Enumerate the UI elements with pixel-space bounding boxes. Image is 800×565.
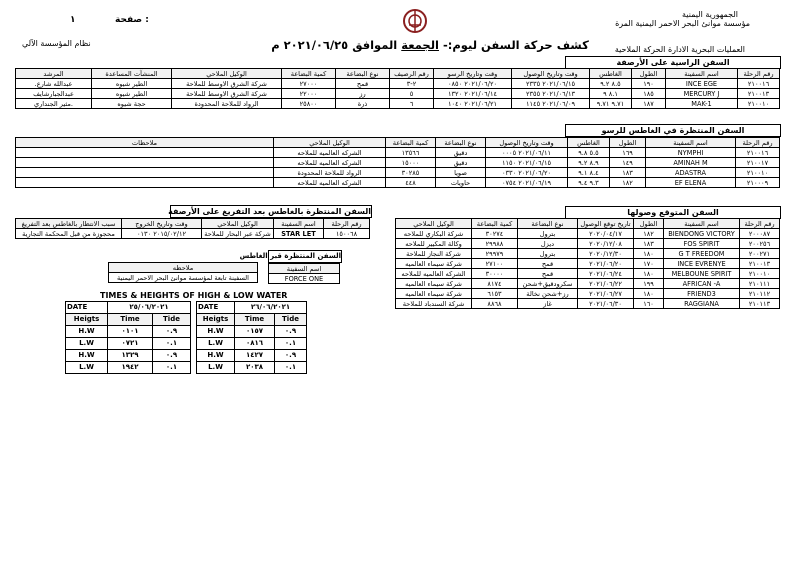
cell: ٨.٥ ٩.٢ xyxy=(590,79,632,89)
cell: NYMPHI xyxy=(646,148,736,158)
cell: BIENDONG VICTORY xyxy=(664,229,740,239)
expected-section-title: السفن المتوقع وصولها xyxy=(565,206,781,219)
republic-label: الجمهورية اليمنية xyxy=(681,10,738,19)
cell: شركة النجاز للملاحة xyxy=(396,249,472,259)
anchorage-table xyxy=(15,137,780,188)
cell: ٩.٣ ٩.٤ xyxy=(568,178,610,188)
anchorage-header-row xyxy=(16,138,780,148)
cell: ١٤٢٧ xyxy=(235,350,275,362)
col-time: Time xyxy=(235,314,275,326)
cell: ١٧٠ xyxy=(634,259,664,269)
col-tide: Tide xyxy=(153,314,191,326)
cell: الطير شيوه xyxy=(92,89,172,99)
cell: ٢٠٢١/٠٦/٢١ ١٠٤٠ xyxy=(434,99,512,109)
cell: ٢٧١٠٠ xyxy=(472,259,518,269)
anchored-header-row xyxy=(16,69,780,79)
cell: ١٨٢ xyxy=(634,229,664,239)
cell: ٢١٠٠١٧ xyxy=(736,158,780,168)
cell: ١٨٠ xyxy=(634,249,664,259)
cell: ١٦٩ xyxy=(610,148,646,158)
corporation-label: مؤسسة موانئ البحر الاحمر اليمنية المرة xyxy=(615,19,750,28)
cell: L.W xyxy=(66,362,108,374)
table-row xyxy=(396,249,780,259)
tides-right-date-row xyxy=(197,302,307,314)
tide-date: ٢٦/٠٦/٢٠٢١ xyxy=(235,302,307,314)
title-day: الجمعة xyxy=(401,38,439,52)
table-row xyxy=(396,259,780,269)
waiting-unloading-table xyxy=(15,218,370,239)
cell: بترول xyxy=(518,249,578,259)
cell: ٢١٠١١١ xyxy=(740,279,780,289)
table-row xyxy=(66,362,191,374)
col-berthing: وقت وتاريخ الرسو xyxy=(434,69,512,79)
cell: ٢٢٠٠٠ xyxy=(282,89,336,99)
cell: ٢١٠٠١٠ xyxy=(736,168,780,178)
col-expected-arrival: تاريخ توقع الوصول xyxy=(578,219,634,229)
cell: دقيق xyxy=(436,148,486,158)
anchored-table xyxy=(15,68,780,109)
cell: ١٩٩ xyxy=(634,279,664,289)
cell: ١٨٢ xyxy=(610,178,646,188)
cell: ٨١٧٤ xyxy=(472,279,518,289)
col-cargo-qty: كمية البضاعة xyxy=(386,138,436,148)
cell: ٠.١ xyxy=(153,338,191,350)
cell: ٢٠٢١/٠٦/٢٠ ٠٨٥٠ xyxy=(434,79,512,89)
department-label: العمليات البحرية الادارة الحركة الملاحية xyxy=(614,45,745,54)
cell: الشركه العالميه للملاحه xyxy=(274,158,386,168)
emblem-logo xyxy=(402,8,428,34)
cell: ٨٨٦٨ xyxy=(472,299,518,309)
waiting-small-table xyxy=(268,263,340,284)
cell: ١٩٠ xyxy=(632,79,666,89)
waiting-small-section-title: السفن المنتظرة قبر الغاطس xyxy=(268,250,342,263)
table-row xyxy=(197,350,307,362)
cell: ٣٠٢٧٤ xyxy=(472,229,518,239)
cell: قمح xyxy=(336,79,390,89)
table-row xyxy=(197,362,307,374)
cell: رز xyxy=(336,89,390,99)
cell: ٢٠٠٠٨٧ xyxy=(740,229,780,239)
cell: ٨.٩ ٩.٢ xyxy=(568,158,610,168)
cell: ٢١٠٠١٦ xyxy=(738,79,780,89)
col-draft: الغاطس xyxy=(568,138,610,148)
cell: .مثير الجنداري xyxy=(16,99,92,109)
title-text: كشف حركة السفن ليوم:- xyxy=(443,38,589,52)
cell: L.W xyxy=(197,362,235,374)
table-row xyxy=(66,350,191,362)
cell: EF ELENA xyxy=(646,178,736,188)
cell: AFRICAN -A xyxy=(664,279,740,289)
cell: L.W xyxy=(66,338,108,350)
cell: FRIEND3 xyxy=(664,289,740,299)
cell xyxy=(16,178,274,188)
cell: FOS SPIRIT xyxy=(664,239,740,249)
cell: ١٤٩ xyxy=(610,158,646,168)
cell: محجوزة من قبل المحكمة التجارية xyxy=(16,229,122,239)
tides-left-table xyxy=(65,301,191,374)
cell: ٢٠٢٠/١٢/٣٠ xyxy=(578,249,634,259)
notes-row xyxy=(109,273,258,283)
cell: ٢٠٢١/٠٦/١٥ ٢٣٣٥ xyxy=(512,79,590,89)
cell: ١٣٢٩ xyxy=(108,350,153,362)
cell: ٠٧٢١ xyxy=(108,338,153,350)
cell: ٣٠٠٠٠ xyxy=(472,269,518,279)
cell: MELBOUNE SPIRIT xyxy=(664,269,740,279)
notes-title-row xyxy=(109,263,258,273)
cell: ٦ xyxy=(390,99,434,109)
col-agent: الوكيل الملاحي xyxy=(202,219,274,229)
col-berth-no: رقم الرصيف xyxy=(390,69,434,79)
cell: ٢٧٠٠٠ xyxy=(282,79,336,89)
tides-right-table xyxy=(196,301,307,374)
col-arrival: وقت وتاريخ الوصول xyxy=(512,69,590,79)
col-voyage: رقم الرحلة xyxy=(324,219,370,229)
tides-left-header-row xyxy=(66,314,191,326)
cell: ٠٨١٦ xyxy=(235,338,275,350)
cell: قمح xyxy=(518,259,578,269)
cell: شركة سيماء العالميه xyxy=(396,289,472,299)
tides-title: TIMES & HEIGHTS OF HIGH & LOW WATER xyxy=(100,291,288,300)
cell: AMINAH M xyxy=(646,158,736,168)
cell: ١٨٠ xyxy=(634,289,664,299)
col-facilities: المنشآت المساعدة xyxy=(92,69,172,79)
table-row xyxy=(197,338,307,350)
cell: شركة الشرق الاوسط للملاحة xyxy=(172,79,282,89)
col-length: الطول xyxy=(610,138,646,148)
cell: ١٨٣ xyxy=(610,168,646,178)
col-agent: الوكيل الملاحي xyxy=(396,219,472,229)
cell: ١٣٥٦٦ xyxy=(386,148,436,158)
cell: ٢٠٢١/٠٦/١٥ ١١٥٠ xyxy=(486,158,568,168)
cell: ١٦٠ xyxy=(634,299,664,309)
cell: H.W xyxy=(197,350,235,362)
table-row xyxy=(396,239,780,249)
tides-left-date-row xyxy=(66,302,191,314)
page-title xyxy=(270,38,590,52)
cell: ٢١٠٠٠٩ xyxy=(736,178,780,188)
cell: ٢٠٢١/٠٦/٢٢ xyxy=(578,279,634,289)
table-row xyxy=(396,279,780,289)
col-cargo-qty: كمية البضاعة xyxy=(472,219,518,229)
cell: الشركه العالميه للملاحه xyxy=(396,269,472,279)
cell: ٢٠٢١/٠٦/٢٠ xyxy=(578,259,634,269)
notes-text: السفينة تابعة لمؤسسة موانئ البحر الاحمر اليمنية xyxy=(109,273,258,283)
cell: حاويات xyxy=(436,178,486,188)
cell: ٢٠٢١/٠٦/٣٠ xyxy=(578,299,634,309)
cell: ٢٠٢١/٠٦/٢٧ xyxy=(578,289,634,299)
cell: ٩.٧١ ٩.٧١ xyxy=(590,99,632,109)
table-row xyxy=(66,338,191,350)
cell: شركة البكاري للملاحه xyxy=(396,229,472,239)
col-pilot: المرشد xyxy=(16,69,92,79)
cell: ١٥٠٠٦٨ xyxy=(324,229,370,239)
cell: ADASTRA xyxy=(646,168,736,178)
cell: حجة شيوه xyxy=(92,99,172,109)
date-label: DATE xyxy=(66,302,108,314)
cell: ٠.٩ xyxy=(153,350,191,362)
cell: FORCE ONE xyxy=(269,274,340,284)
cell: H.W xyxy=(66,350,108,362)
cell: الرواد للملاحة المحدودة xyxy=(172,99,282,109)
col-voyage: رقم الرحلة xyxy=(736,138,780,148)
cell: ١٨٧ xyxy=(632,99,666,109)
col-departure: وقت وتاريخ الخروج xyxy=(122,219,202,229)
cell: ٢٠٠٢٥٦ xyxy=(740,239,780,249)
col-ship-name: اسم السفينة xyxy=(269,264,340,274)
cell: ٢٠٠٢٧١ xyxy=(740,249,780,259)
cell: ٢-٣ xyxy=(390,79,434,89)
col-cargo-type: نوع البضاعة xyxy=(518,219,578,229)
cell: ٢٩٩٧٩ xyxy=(472,249,518,259)
cell: ٠١٥٧ xyxy=(235,326,275,338)
table-row xyxy=(16,229,370,239)
cell: L.W xyxy=(197,338,235,350)
col-voyage: رقم الرحلة xyxy=(740,219,780,229)
table-row xyxy=(16,168,780,178)
cell: ٢٠٢١/٠٦/١١ ٠٠٠٥ xyxy=(486,148,568,158)
col-notes: ملاحظات xyxy=(16,138,274,148)
cell: ٢٠٢١/٠٦/٠٩ ١١٤٥ xyxy=(512,99,590,109)
page-label: صفحة : xyxy=(115,15,149,25)
tide-date: ٢٥/٠٦/٢٠٢١ xyxy=(108,302,191,314)
cell: H.W xyxy=(66,326,108,338)
cell: ٢٩٩٨٨ xyxy=(472,239,518,249)
cell xyxy=(16,158,274,168)
col-length: الطول xyxy=(634,219,664,229)
cell: ٠١٠١ xyxy=(108,326,153,338)
col-agent: الوكيل الملاحي xyxy=(274,138,386,148)
col-wait-reason: سبب الانتظار بالغاطس بعد التفريغ xyxy=(16,219,122,229)
table-row xyxy=(396,299,780,309)
cell: ٠.٩ xyxy=(275,326,307,338)
cell: صويا xyxy=(436,168,486,178)
col-cargo-type: نوع البضاعة xyxy=(436,138,486,148)
col-ship-name: اسم السفينة xyxy=(664,219,740,229)
cell: ٢١٠٠١٠ xyxy=(738,99,780,109)
col-draft: الغاطس xyxy=(590,69,632,79)
table-row xyxy=(16,178,780,188)
cell: ٠.٩ xyxy=(153,326,191,338)
cell: عبدالجبارشايف xyxy=(16,89,92,99)
table-row xyxy=(16,148,780,158)
expected-table xyxy=(395,218,780,309)
cell: INCE EGE xyxy=(666,79,738,89)
cell: سكرودقيق+شحن xyxy=(518,279,578,289)
cell: ٣٠٢٨٥ xyxy=(386,168,436,178)
cell: الرواد للملاحة المحدودة xyxy=(274,168,386,178)
table-row xyxy=(269,274,340,284)
cell: ٢١٠١١٢ xyxy=(740,289,780,299)
cell: ٤٤٨ xyxy=(386,178,436,188)
cell: H.W xyxy=(197,326,235,338)
date-label: DATE xyxy=(197,302,235,314)
notes-table xyxy=(108,262,258,283)
cell: الشركه العالميه للملاحه xyxy=(274,178,386,188)
cell: INCE EVRENYE xyxy=(664,259,740,269)
cell: ٢٠٢١/٠٦/٢٤ xyxy=(578,269,634,279)
cell: شركة السندباد للملاحة xyxy=(396,299,472,309)
cell: ١٨٥ xyxy=(632,89,666,99)
cell: ٨.١ ٩ xyxy=(590,89,632,99)
col-agent: الوكيل الملاحي xyxy=(172,69,282,79)
cell: شركة سيماء العالميه xyxy=(396,279,472,289)
cell: دقيق xyxy=(436,158,486,168)
table-row xyxy=(16,99,780,109)
table-row xyxy=(197,326,307,338)
cell: ١٩٤٢ xyxy=(108,362,153,374)
cell: ٢٠٣٨ xyxy=(235,362,275,374)
col-time: Time xyxy=(108,314,153,326)
cell: ٢٠٢٠/٠٤/١٧ xyxy=(578,229,634,239)
cell: رز+شحن نخالة xyxy=(518,289,578,299)
cell: شركة سيماء العالميه xyxy=(396,259,472,269)
expected-header-row xyxy=(396,219,780,229)
col-length: الطول xyxy=(632,69,666,79)
cell: ٠.٩ xyxy=(275,350,307,362)
anchorage-section-title: السفن المنتظرة في الغاطس للرسو xyxy=(565,124,781,137)
col-ship-name: اسم السفينة xyxy=(646,138,736,148)
notes-title: ملاحظه xyxy=(109,263,258,273)
table-row xyxy=(16,158,780,168)
cell: ٢٠٢١/٠٦/١٤ ١٣٢٠ xyxy=(434,89,512,99)
cell: ٢١٠١١٣ xyxy=(740,299,780,309)
table-row xyxy=(396,229,780,239)
cell: G T FREEDOM xyxy=(664,249,740,259)
col-cargo-type: نوع البضاعة xyxy=(336,69,390,79)
cell: ذرة xyxy=(336,99,390,109)
cell: ٢٠٢١/٠٦/١٣ ٢٣٥٥ xyxy=(512,89,590,99)
cell: ٢٠٢٠/١٢/٠٨ xyxy=(578,239,634,249)
cell: ديزل xyxy=(518,239,578,249)
col-ship-name: اسم السفينة xyxy=(274,219,324,229)
anchored-section-title: السفن الراسية على الأرصفة xyxy=(565,56,781,69)
title-agreed: الموافق xyxy=(352,38,398,52)
waiting-small-header-row xyxy=(269,264,340,274)
cell: MAK-1 xyxy=(666,99,738,109)
cell: شركة الشرق الاوسط للملاحة xyxy=(172,89,282,99)
col-tide: Tide xyxy=(275,314,307,326)
cell: ٢١٠٠١٣ xyxy=(738,89,780,99)
cell: ١٥٠٠٠ xyxy=(386,158,436,168)
cell: عبدالله شارع. xyxy=(16,79,92,89)
waiting-unloading-header-row xyxy=(16,219,370,229)
tides-right-header-row xyxy=(197,314,307,326)
cell xyxy=(16,168,274,178)
col-ship-name: اسم السفينة xyxy=(666,69,738,79)
cell: STAR LET xyxy=(274,229,324,239)
cell: وكالة المكيير للملاحه xyxy=(396,239,472,249)
cell: بترول xyxy=(518,229,578,239)
table-row xyxy=(16,79,780,89)
cell: ٦١٥٣ xyxy=(472,289,518,299)
cell: ٢١٠٠١٠ xyxy=(740,269,780,279)
cell: ٢٥٨٠٠ xyxy=(282,99,336,109)
cell: RAGGIANA xyxy=(664,299,740,309)
cell: ٠.١ xyxy=(275,362,307,374)
cell: ١٨٠ xyxy=(634,269,664,279)
cell: الطير شيوه xyxy=(92,79,172,89)
cell xyxy=(16,148,274,158)
cell: شركة عبر البحار للملاحة xyxy=(202,229,274,239)
table-row xyxy=(396,269,780,279)
cell: ٢١٠٠١٦ xyxy=(736,148,780,158)
title-date: ٢٠٢١/٠٦/٢٥ م xyxy=(271,38,349,52)
cell: MERCURY J xyxy=(666,89,738,99)
cell: غاز xyxy=(518,299,578,309)
col-voyage: رقم الرحلة xyxy=(738,69,780,79)
table-row xyxy=(396,289,780,299)
table-row xyxy=(16,89,780,99)
cell: ٢١٠٠١٣ xyxy=(740,259,780,269)
cell: ٠.١ xyxy=(153,362,191,374)
cell: ٠.١ xyxy=(275,338,307,350)
page-number: ١ xyxy=(70,15,76,25)
col-heights: Heigts xyxy=(197,314,235,326)
cell: ٢٠٢١/٠٦/١٩ ٠٧٥٤ xyxy=(486,178,568,188)
cell: قمح xyxy=(518,269,578,279)
cell: ١٨٣ xyxy=(634,239,664,249)
system-label: نظام المؤسسة الآلي xyxy=(22,39,91,48)
col-heights: Heigts xyxy=(66,314,108,326)
cell: الشركه العالميه للملاحه xyxy=(274,148,386,158)
cell: ٥ xyxy=(390,89,434,99)
waiting-unloading-section-title: السفن المنتظرة بالغاطس بعد التفريغ على الأرصفة xyxy=(168,207,371,216)
col-arrival: وقت وتاريخ الوصول xyxy=(486,138,568,148)
cell: ٢٠١٥/٠٢/١٢ ٠١٣٠ xyxy=(122,229,202,239)
table-row xyxy=(66,326,191,338)
cell: ٥.٥ ٩.٨ xyxy=(568,148,610,158)
cell: ٨.٤ ٩.١ xyxy=(568,168,610,178)
col-cargo-qty: كمية البضاعة xyxy=(282,69,336,79)
cell: ٢٠٢١/٠٦/٢٠ ٠٣٣٠ xyxy=(486,168,568,178)
